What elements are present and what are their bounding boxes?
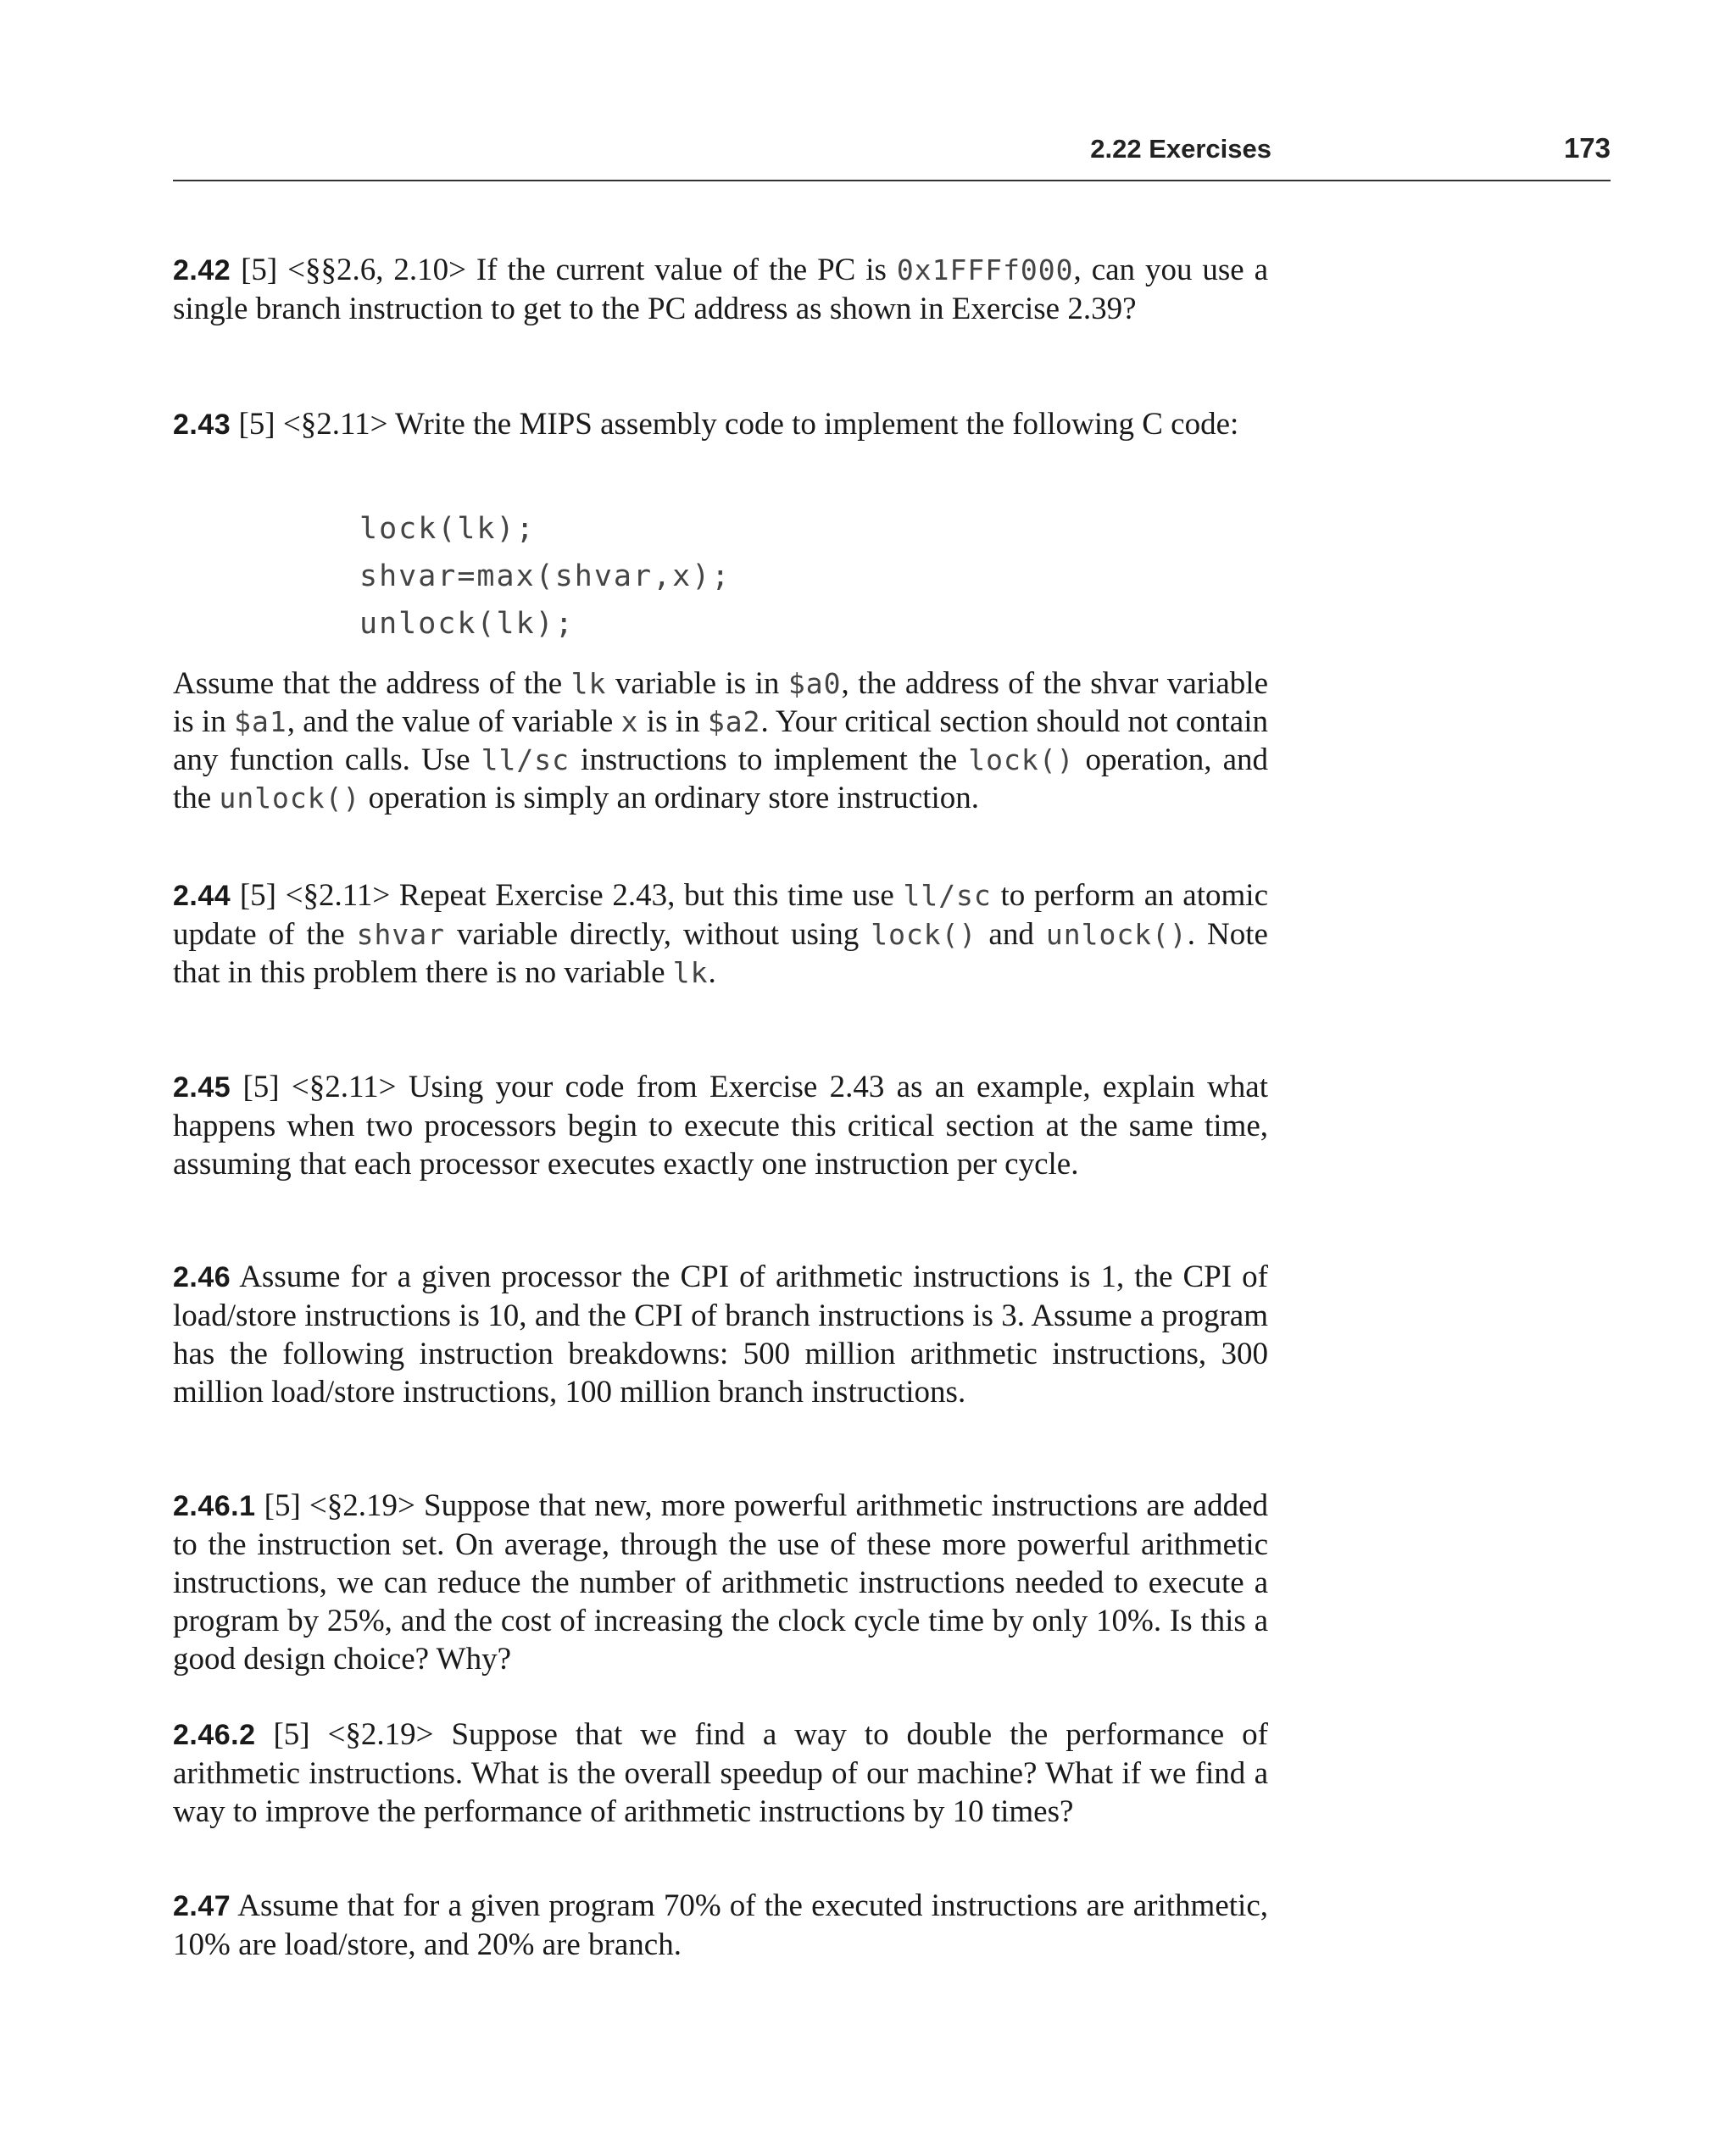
text: instructions to implement the xyxy=(569,742,969,777)
exercise-2-43 xyxy=(173,405,1268,444)
exercise-2-45 xyxy=(173,1068,1268,1183)
text: variable directly, without using xyxy=(444,917,871,952)
exercise-number: 2.46.1 xyxy=(173,1490,256,1522)
running-header-section: 2.22 Exercises xyxy=(1090,134,1271,164)
exercise-number: 2.45 xyxy=(173,1071,231,1104)
page-number: 173 xyxy=(1563,132,1611,164)
inline-code: lock() xyxy=(968,743,1075,776)
inline-code: unlock() xyxy=(219,781,361,815)
text: [5] <§2.11> Repeat Exercise 2.43, but this time use xyxy=(231,878,904,913)
exercise-text: Assume that for a given program 70% of the executed instructions are arithmetic, 10% are load/store, and 20% are branch. xyxy=(173,1888,1268,1962)
text: , and the value of variable xyxy=(287,704,621,739)
inline-code: x xyxy=(620,705,639,738)
inline-code: $a1 xyxy=(234,705,287,738)
c-code-block xyxy=(359,505,731,648)
exercise-2-46 xyxy=(173,1258,1268,1411)
inline-code: shvar xyxy=(356,918,445,951)
exercise-text: Assume for a given processor the CPI of arithmetic instructions is 1, the CPI of load/store instructions is 10, and the CPI of branch instructions is 3. Assume a program has the following instruction breakdowns: 500 million arithmetic instructions, 300 million load/store instructions, 100 million branch instructions. xyxy=(173,1260,1268,1410)
exercise-2-46-2 xyxy=(173,1716,1268,1831)
exercise-number: 2.46 xyxy=(173,1261,231,1293)
exercise-number: 2.42 xyxy=(173,254,231,286)
inline-code: $a0 xyxy=(787,667,842,700)
text: is in xyxy=(638,704,708,739)
inline-code: lk xyxy=(570,667,607,700)
inline-code: $a2 xyxy=(707,705,761,738)
inline-code: 0x1FFFf000 xyxy=(896,253,1074,286)
code-line: lock(lk); xyxy=(359,512,536,546)
text: Assume that the address of the xyxy=(173,666,571,701)
text: . xyxy=(708,955,716,990)
exercise-2-46-1 xyxy=(173,1487,1268,1678)
inline-code: lk xyxy=(672,956,709,989)
exercise-text: [5] <§2.19> Suppose that new, more powerful arithmetic instructions are added to the instruction set. On average, through the use of these more powerful arithmetic instructions, we can reduce the number of arithmetic instructions needed to execute a program by 25%, and the cost of increasing the clock cycle time by only 10%. Is this a good design choice? Why? xyxy=(173,1488,1268,1677)
exercise-number: 2.46.2 xyxy=(173,1719,256,1751)
inline-code: ll/sc xyxy=(481,743,570,776)
exercise-text: [5] <§2.11> Write the MIPS assembly code to implement the following C code: xyxy=(231,407,1239,442)
exercise-number: 2.44 xyxy=(173,880,231,912)
exercise-text: [5] <§2.19> Suppose that we find a way to double the performance of arithmetic instructions. What is the overall speedup of our machine? What if we find a way to improve the performance of arithmetic instructions by 10 times? xyxy=(173,1717,1268,1829)
code-line: unlock(lk); xyxy=(359,607,575,641)
text: to perform an atomic update of the xyxy=(173,878,1268,952)
exercise-2-43-assumptions xyxy=(173,665,1268,817)
inline-code: unlock() xyxy=(1045,918,1188,951)
text: . Your critical section should not contain any function calls. Use xyxy=(173,704,1269,777)
text: and xyxy=(976,917,1046,952)
text: . Note that in this problem there is no variable xyxy=(173,917,1268,990)
exercise-number: 2.43 xyxy=(173,409,231,441)
exercise-text: , can you use a single branch instruction to get to the PC address as shown in Exercise 2.39? xyxy=(173,253,1268,326)
inline-code: ll/sc xyxy=(903,879,992,912)
exercise-2-44 xyxy=(173,876,1268,992)
exercise-text: [5] <§2.11> Using your code from Exercise 2.43 as an example, explain what happens when two processors begin to execute this critical section at the same time, assuming that each processor executes exactly one instruction per cycle. xyxy=(173,1070,1268,1182)
text: operation, and the xyxy=(173,742,1268,815)
exercise-number: 2.47 xyxy=(173,1890,231,1922)
inline-code: lock() xyxy=(871,918,977,951)
code-line: shvar=max(shvar,x); xyxy=(359,559,732,593)
text: variable is in xyxy=(606,666,788,701)
header-rule xyxy=(173,180,1611,181)
text: operation is simply an ordinary store instruction. xyxy=(360,781,979,815)
exercise-text: [5] <§§2.6, 2.10> If the current value of the PC is xyxy=(231,253,897,287)
exercise-2-47 xyxy=(173,1887,1268,1964)
text: , the address of the shvar variable is in xyxy=(173,666,1269,739)
exercise-2-42 xyxy=(173,251,1268,328)
